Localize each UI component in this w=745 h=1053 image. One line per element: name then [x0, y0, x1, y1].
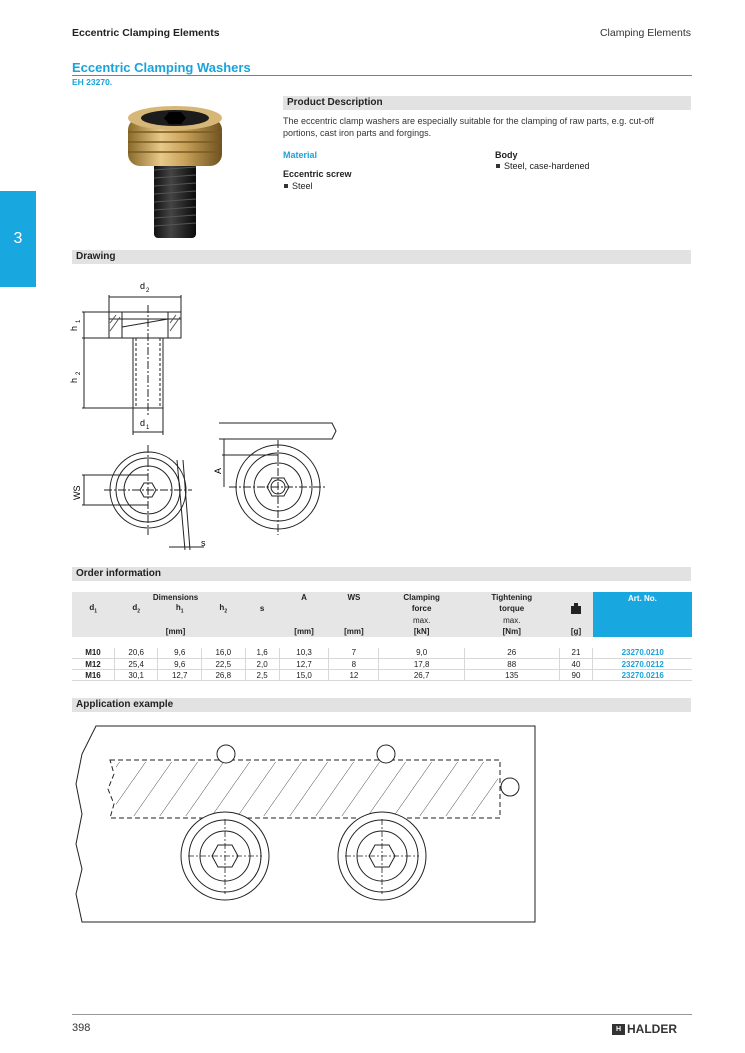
product-code: EH 23270.	[72, 77, 113, 87]
eccentric-screw-label: Eccentric screw	[283, 169, 352, 179]
header-art-no: Art. No.	[593, 592, 692, 626]
material-label: Material	[283, 150, 318, 160]
header-force: force	[379, 603, 465, 615]
label-ws: WS	[72, 485, 82, 500]
table-unit-row	[72, 626, 692, 637]
chapter-tab[interactable]: 3	[0, 191, 36, 287]
halder-logo	[612, 1022, 677, 1036]
order-table	[72, 592, 692, 681]
header-h1: $h_1$	[158, 603, 202, 615]
application-example-heading: Application example	[72, 698, 691, 712]
header-ws: WS	[329, 592, 379, 603]
product-description-text: The eccentric clamp washers are especially suitable for the clamping of raw parts, e.g. cut-off portions, cast iron parts and forgings.	[283, 116, 655, 138]
logo-mark-icon: H	[612, 1024, 625, 1035]
product-description-heading: Product Description	[283, 96, 691, 110]
table-header-row-1	[72, 592, 692, 603]
art-no-link[interactable]: 23270.0210	[593, 648, 692, 659]
technical-drawing	[64, 275, 364, 555]
order-information-heading: Order information	[72, 567, 691, 581]
label-d1-sub: 1	[146, 425, 150, 431]
art-no-link[interactable]: 23270.0212	[593, 659, 692, 670]
body-label: Body	[495, 150, 518, 160]
page-title: Eccentric Clamping Washers	[72, 60, 251, 75]
title-rule	[72, 75, 692, 76]
body-value: Steel, case-hardened	[495, 161, 590, 171]
header-max-torque: max.	[464, 615, 559, 626]
label-d2-sub: 2	[146, 288, 150, 294]
label-d2: d	[140, 281, 146, 291]
table-row: M10 20,6 9,6 16,0 1,6 10,3 7 9,0 26 21 23270.0210	[72, 648, 692, 659]
label-h1: h	[69, 325, 79, 331]
unit-nm: [Nm]	[464, 626, 559, 637]
label-h2-sub: 2	[76, 371, 82, 375]
header-max-force: max.	[379, 615, 465, 626]
table-row: M12 25,4 9,6 22,5 2,0 12,7 8 17,8 88 40 23270.0212	[72, 659, 692, 670]
table-row: M16 30,1 12,7 26,8 2,5 15,0 12 26,7 135 90 23270.0216	[72, 670, 692, 681]
bullet-icon	[496, 164, 500, 168]
bullet-icon	[284, 184, 288, 188]
running-header-right: Clamping Elements	[599, 27, 691, 39]
header-a: A	[279, 592, 329, 603]
eccentric-screw-value: Steel	[283, 181, 313, 191]
unit-mm-ws: [mm]	[329, 626, 379, 637]
header-weight	[559, 592, 593, 626]
unit-g: [g]	[559, 626, 593, 637]
header-d1: $d_1$	[72, 603, 114, 615]
label-h1-sub: 1	[76, 319, 82, 323]
header-s: s	[245, 603, 279, 615]
running-header-left: Eccentric Clamping Elements	[72, 27, 220, 39]
application-example-drawing	[68, 724, 543, 924]
header-torque: torque	[464, 603, 559, 615]
unit-kn: [kN]	[379, 626, 465, 637]
footer-rule	[72, 1014, 692, 1015]
header-tightening: Tightening	[464, 592, 559, 603]
header-d2: $d_2$	[114, 603, 158, 615]
page-number: 398	[72, 1022, 91, 1034]
label-a: A	[213, 467, 223, 474]
header-clamping: Clamping	[379, 592, 465, 603]
art-no-link[interactable]: 23270.0216	[593, 670, 692, 681]
label-s: s	[201, 538, 206, 548]
header-dimensions: Dimensions	[72, 592, 279, 603]
weight-icon	[570, 602, 582, 614]
header-h2: $h_2$	[202, 603, 246, 615]
product-photo	[120, 100, 230, 245]
unit-mm-a: [mm]	[279, 626, 329, 637]
drawing-heading: Drawing	[72, 250, 691, 264]
label-h2: h	[69, 377, 79, 383]
label-d1: d	[140, 418, 146, 428]
unit-mm: [mm]	[72, 626, 279, 637]
brand-name: HALDER	[627, 1022, 677, 1036]
